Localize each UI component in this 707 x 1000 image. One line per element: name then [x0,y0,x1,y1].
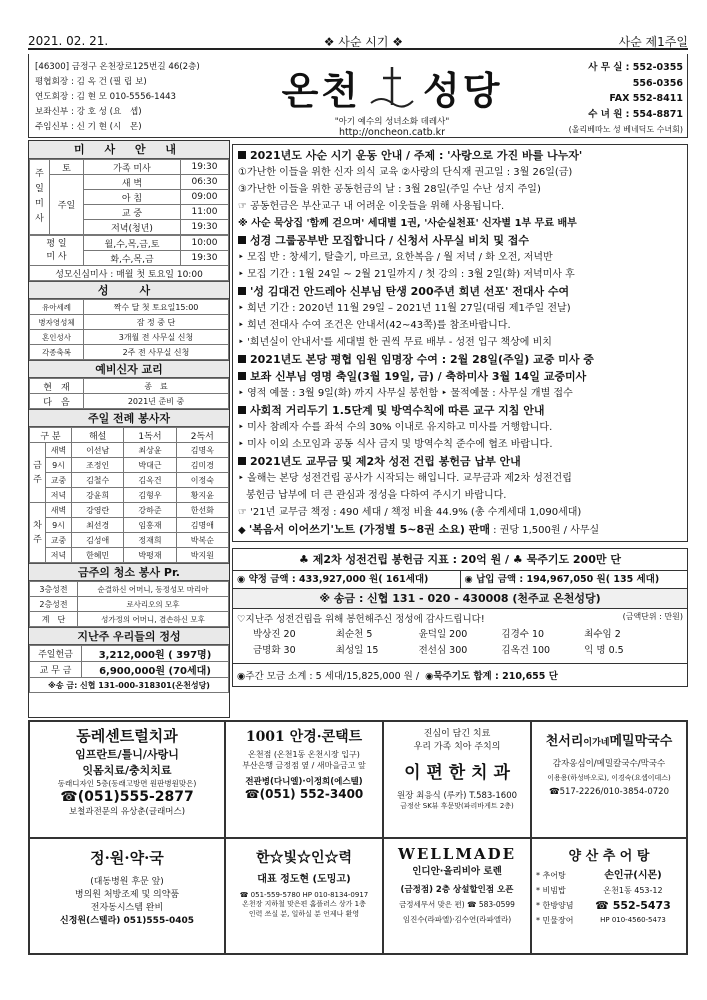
sacrament-info: 3개월 전 사무실 신청 [84,330,229,345]
notice-line: ☞ '21년 교무금 책정 : 490 세대 / 책정 비율 44.9% (총 수계세대 1,090세대) [238,507,582,518]
notice-title: 사회적 거리두기 1.5단계 및 방역수칙에 따른 교구 지침 안내 [236,402,684,419]
mass-day: 주일 [50,175,84,235]
mass-time: 10:00 [181,236,229,251]
ad-title: 메밀막국수 [609,734,673,749]
ad-line: 부산은행 금정점 옆 / 새마을금고 앞 [242,761,366,770]
server-name: 김형우 [124,488,176,503]
donor-list [233,627,687,659]
liturgical-season: ❖ 사순 시기 ❖ [323,34,404,49]
fund-pledge: ◉ 약정 금액 : 433,927,000 원( 161세대) [233,571,461,588]
menu-item: * 추어탕 [536,871,566,880]
fund-thanks-row [233,609,687,627]
server-name: 한선화 [176,503,228,518]
notice-line: ‣ 모집 기간 : 1월 24일 ~ 2월 21일까지 / 첫 강의 : 3월 2일(화) 저녁미사 후 [238,269,575,280]
offering-value: 6,900,000원 (70세대) [82,662,229,678]
mass-name: 교 중 [84,205,181,220]
offering-value: 3,212,000원 ( 397명) [82,646,229,662]
mass-slot: 새벽 [46,503,72,518]
notice-line: ※ 사순 묵상집 '함께 걷으며' 세대별 1권, '사순실천표' 신자별 1부 무료 배부 [238,218,577,229]
server-name: 강영란 [72,503,124,518]
ad-staffing [225,838,383,954]
menu-item: * 한방양념 [536,901,574,910]
mass-slot: 교중 [46,533,72,548]
mass-time: 19:30 [181,251,229,266]
fund-title: ♣ 제2차 성전건립 봉헌금 지표 : 20억 원 / ♣ 묵주기도 200만 단 [233,549,687,571]
convent-phone: 수 녀 원 : 554-8871 [588,108,683,120]
col-header: 해설 [72,428,124,443]
ad-line: 온천1동 453-12 [603,886,663,895]
donor: 금명화 30 [253,645,296,656]
left-column [28,140,230,718]
catechumen-value: 2021년 준비 중 [84,394,229,409]
ad-restaurant [531,838,687,954]
col-header: 1독서 [124,428,176,443]
mass-time: 09:00 [181,190,229,205]
parish-logo [227,54,557,137]
mass-slot: 9시 [46,458,72,473]
notice-title: '성 김대건 안드레아 신부님 탄생 200주년 희년 선포' 전대사 수여 [236,283,684,300]
sacrament-info: 2주 전 사무실 신청 [84,345,229,360]
donor: 박상진 20 [253,629,296,640]
menu-item: * 민물장어 [536,916,574,925]
ad-line: 감자옹심이/메밀칼국수/막국수 [552,759,666,769]
ad-phone: HP 010-4560-5473 [600,916,666,924]
ad-phone: ☎(051)555-2877 [60,789,194,805]
ad-owner: 손인규(시몬) [604,870,662,881]
ad-line: 병의원 처방조제 및 의약품 [74,890,180,900]
server-name: 황지윤 [176,488,228,503]
cleaning-group: 로사리오의 모후 [78,597,229,612]
ad-line: 이용용(하성바오로), 이경숙(요셉이데스) [547,774,671,782]
next-week-label: 차주 [30,503,46,563]
ad-line: 임프란트/틀니/사랑니 [75,748,179,761]
server-name: 조정인 [72,458,124,473]
ad-phone: ☎ 051-559-5780 HP 010-8134-0917 [239,891,369,899]
servers-table [29,427,229,563]
mass-name: 아 침 [84,190,181,205]
fund-unit: (금액단위 : 만원) [622,612,683,621]
notice-line: ☞ 공동헌금은 부산교구 내 어려운 이웃들을 위해 사용됩니다. [238,201,505,212]
ad-phone: ☎517-2226/010-3854-0720 [549,787,669,797]
issue-header [28,34,688,50]
ad-line: 인디안·올리비아 로렌 [412,866,502,877]
notice-list [232,144,688,542]
ad-line: 보철과전문의 유상춘(글래머스) [68,807,186,817]
ad-line: 원장 최응식 (루카) T.583-1600 [396,791,518,801]
mass-name: 가족 미사 [84,160,181,175]
ad-line: 임진수(라파엘)·김수연(라파엘라) [402,915,512,924]
parish-name: 온천 성당 [227,60,557,115]
mass-slot: 교중 [46,473,72,488]
mass-time: 11:00 [181,205,229,220]
notice-title: 성경 그룹공부반 모집합니다 / 신청서 사무실 비치 및 접수 [236,232,684,249]
mass-day: 토 [50,160,84,175]
donor: 최수임 2 [584,629,621,640]
ad-line: 인력 쓰실 분, 일하실 분 언제나 환영 [248,910,360,918]
ad-phone: 금정세무서 맞은 편) ☎ 583-0599 [399,900,515,909]
notice-line: ‣ '희년실이 안내서'를 세대별 한 권씩 무료 배부 - 성전 입구 책상에 비치 [238,337,552,348]
mass-name: 새 벽 [84,175,181,190]
liturgical-week: 사순 제1주일 [618,34,688,49]
catechumen-title: 예비신자 교리 [29,360,229,378]
ad-clothing [383,838,531,954]
donor: 익 명 0.5 [584,645,624,656]
server-name: 박지원 [176,548,228,563]
offering-label: 주일헌금 [30,646,82,662]
server-name: 김성애 [72,533,124,548]
ad-line: 진심이 담긴 치료 [423,729,491,739]
fund-status [233,571,687,589]
cleaning-group: 성가정의 어머니, 겸손하신 모후 [78,612,229,627]
parish-url[interactable]: http://oncheon.catb.kr [338,127,446,138]
ad-title: 정·원·약·국 [90,849,164,867]
catechumen-table [29,378,229,409]
ad-title: 이 편 한 치 과 [404,763,510,783]
ad-line: 잇몸치료/충치치료 [82,764,172,777]
fax: FAX 552-8411 [609,93,683,104]
notice-line: ‣ 희년 전대사 수여 조건은 안내서(42~43쪽)를 참조바랍니다. [238,320,511,331]
notice-title: 2021년도 교무금 및 제2차 성전 건립 봉헌금 납부 안내 [236,453,684,470]
server-name: 김명애 [176,518,228,533]
office-phone: 사 무 실 : 552-0355 [588,62,683,73]
server-name: 임홍재 [124,518,176,533]
masthead [28,54,688,138]
cross-icon [369,65,415,111]
parish-motto: "아기 예수의 성녀소화 데레사" [334,117,450,127]
server-name: 한혜민 [72,548,124,563]
server-name: 정재희 [124,533,176,548]
sacrament-info: 잠 정 중 단 [84,315,229,330]
donor: 김경수 10 [501,629,545,640]
notice-line: ‣ 미사 이외 소모임과 공동 식사 금지 및 방역수칙 준수에 협조 바랍니다. [238,439,553,450]
ad-pharmacy [29,838,225,954]
cleaning-area: 계 단 [30,612,78,627]
donor: 윤덕일 200 [418,629,468,640]
server-name: 최선경 [72,518,124,533]
cleaning-group: 순결하신 어머니, 동정성모 마리아 [78,582,229,597]
notice-line: ‣ 모집 반 : 창세기, 탈출기, 마르코, 요한복음 / 월 저녁 / 화 오전, 저녁반 [238,252,553,263]
ad-line: 전관병(다니엘)·이정희(에스텔) [245,777,363,787]
ad-title: 천서리 [545,734,584,749]
cleaning-area: 2층성전 [30,597,78,612]
notice-line: ‣ 올해는 본당 성전건립 공사가 시작되는 해입니다. 교무금과 제2차 성전건립 [238,473,572,484]
ad-title: 한☆빛☆인☆력 [255,850,353,866]
mass-slot: 저녁 [46,488,72,503]
cleaning-area: 3층성전 [30,582,78,597]
ad-line: 동래디자인 5층(동래고방면 원판병원맞은) [57,779,197,788]
server-name: 김철수 [72,473,124,488]
sacrament-name: 각종축복 [30,345,84,360]
notice-title: 보좌 신부님 영명 축일(3월 19일, 금) / 축하미사 3월 14일 교중미사 [236,368,684,385]
col-header: 2독서 [176,428,228,443]
fund-thanks: ♡지난주 성전건립을 위해 봉헌해주신 정성에 감사드립니다! [237,614,485,625]
ad-phone: ☎(051) 552-3400 [244,787,364,801]
sunday-mass-label: 주일미사 [30,160,50,235]
mass-name: 저녁(청년) [84,220,181,235]
ad-line: (대동병원 후문 앞) [90,877,164,887]
donor: 김옥건 100 [501,645,551,656]
sacrament-name: 병자영성체 [30,315,84,330]
server-name: 김미경 [176,458,228,473]
notice-line: ‣ 영적 예물 : 3월 9일(화) 까지 사무실 봉헌함 ‣ 물적예물 : 사무실 개별 접수 [238,388,573,399]
adoration-mass: 성모신심미사 : 매월 첫 토요일 10:00 [30,266,229,281]
weekday-mass-table [29,235,229,281]
fund-totals [233,663,687,686]
ad-title: 이가네 [583,738,610,748]
sacrament-title: 성 사 [29,281,229,299]
server-name: 박평재 [124,548,176,563]
sacrament-info: 짝수 달 첫 토요일15:00 [84,300,229,315]
staff-line: 평협회장 : 김 옥 건 (필 립 보) [35,77,147,87]
ad-title: 양 산 추 어 탕 [568,849,650,864]
donor: 최성일 15 [335,645,379,656]
catechumen-label: 현 재 [30,379,84,394]
offering-table [29,645,229,693]
ad-title: 동레센트럴치과 [76,727,178,745]
notice-line: 봉헌금 납부에 더 큰 관심과 정성을 다하여 주시기 바랍니다. [246,490,507,501]
ad-line: (금정점) 2층 상설할인점 오픈 [400,885,514,895]
mass-table [29,159,229,235]
mass-days: 화,수,목,금 [84,251,181,266]
this-week-label: 금주 [30,443,46,503]
catechumen-label: 다 음 [30,394,84,409]
fund-account: ※ 송금 : 신협 131 - 020 - 430008 (천주교 온천성당) [233,589,687,609]
offering-title: 지난주 우리들의 정성 [29,627,229,645]
servers-title: 주일 전례 봉사자 [29,409,229,427]
staff-line: 주임신부 : 신 기 현 (시 몬) [35,122,142,132]
mass-time: 06:30 [181,175,229,190]
notice-line: ‣ 희년 기간 : 2020년 11월 29일 – 2021년 11월 27일(대림 제1주일 전날) [238,303,571,314]
address: [46300] 금정구 온천장로125번길 46(2층) [35,62,200,72]
cleaning-table [29,581,229,627]
sacrament-name: 유아세례 [30,300,84,315]
server-name: 이정숙 [176,473,228,488]
menu-item: * 비빔밥 [536,886,566,895]
server-name: 강하준 [124,503,176,518]
notice-title: ◆ '복음서 이어쓰기'노트 (가정별 5~8권 소요) 판매 : 권당 1,500원 / 사무실 [238,523,600,536]
ad-line: 대표 정도현 (도밍고) [257,874,351,885]
server-name: 최상윤 [124,443,176,458]
notice-line: ①가난한 이들을 위한 신자 의식 교육 ②사랑의 단식재 권고일 : 3월 26일(금) [238,167,573,178]
server-name: 이선남 [72,443,124,458]
mass-slot: 저녁 [46,548,72,563]
staff-line: 연도회장 : 김 현 모 010-5556-1443 [35,92,177,102]
weekday-mass-label: 평 일 미 사 [30,236,84,266]
notice-line: ③가난한 이들을 위한 공동헌금의 날 : 3월 28일(주일 수난 성지 주일) [238,184,541,195]
building-fund [232,548,688,687]
mass-slot: 새벽 [46,443,72,458]
notices [232,140,688,718]
mass-time: 19:30 [181,160,229,175]
notice-title: 2021년도 사순 시기 운동 안내 / 주제 : '사랑으로 가진 바를 나누자' [236,147,684,164]
donor: 최순천 5 [335,629,373,640]
ad-title: 1001 안경·콘택트 [245,729,363,745]
fund-week-total: ◉주간 모금 소계 : 5 세대/15,825,000 원 / [237,671,420,682]
parish-staff [29,54,227,137]
donor: 전선심 300 [418,645,468,656]
server-name: 강윤희 [72,488,124,503]
server-name: 김옥건 [124,473,176,488]
catechumen-value: 종 료 [84,379,229,394]
ad-phone: ☎ 552-5473 [595,899,671,912]
ad-noodles [531,721,687,838]
rosary-total: ◉묵주기도 합계 : 210,655 단 [425,671,558,682]
offering-account: ※송 금: 신협 131-000-318301(온천성당) [30,678,229,693]
convent-name: (올리베따노 성 베네딕도 수녀회) [568,125,683,134]
advertisements [28,720,688,955]
office-phone-2: 556-0356 [632,77,683,89]
ad-dental-2 [383,721,531,838]
ad-optical [225,721,383,838]
server-name: 박복순 [176,533,228,548]
cleaning-title: 금주의 청소 봉사 Pr. [29,563,229,581]
issue-date: 2021. 02. 21. [28,34,109,48]
sacrament-table [29,299,229,360]
mass-title: 미 사 안 내 [29,141,229,159]
ad-line: 온천장 지하철 맞은편 홈플러스 상가 1층 [242,900,366,908]
mass-time: 19:30 [181,220,229,235]
offering-label: 교 무 금 [30,662,82,678]
server-name: 김명옥 [176,443,228,458]
ad-title: WELLMADE [397,845,517,863]
ad-dental-1 [29,721,225,838]
server-name: 박대근 [124,458,176,473]
ad-line: 전자동시스템 완비 [90,903,164,913]
ad-line: 우리 가족 치아 주치의 [413,742,501,752]
col-header: 구 분 [30,428,72,443]
sacrament-name: 혼인성사 [30,330,84,345]
fund-paid: ◉ 납입 금액 : 194,967,050 원( 135 세대) [464,574,660,585]
notice-line: ‣ 미사 참례자 수를 좌석 수의 30% 이내로 유지하고 미사를 거행합니다. [238,422,553,433]
ad-phone: 신정원(스텔라) 051)555-0405 [60,916,194,926]
ad-line: 금정산 SK뷰 후문맞(파리바게트 2층) [400,802,514,810]
notice-title: 2021년도 본당 평협 임원 임명장 수여 : 2월 28일(주일) 교중 미사 중 [236,351,684,368]
ad-line: 온천점 (온천1동 온천시장 입구) [248,750,360,759]
staff-line: 보좌신부 : 강 호 성 (요 셉) [35,107,142,117]
mass-days: 월,수,목,금,토 [84,236,181,251]
contact-info [557,54,687,137]
mass-slot: 9시 [46,518,72,533]
